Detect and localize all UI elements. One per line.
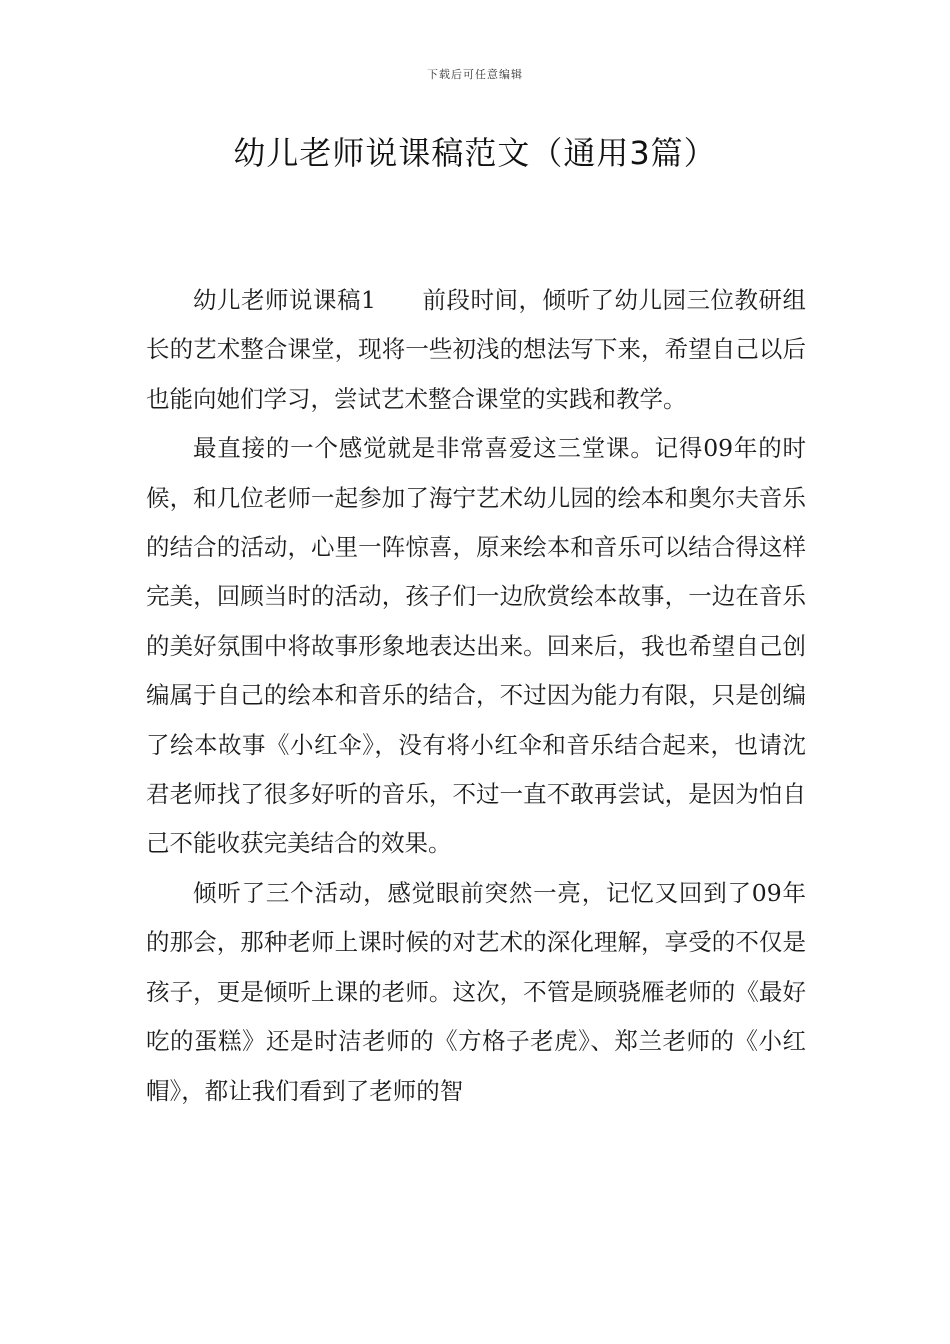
paragraph-text: 最直接的一个感觉就是非常喜爱这三堂课。记得09年的时候，和几位老师一起参加了海宁艺术幼儿园的绘本和奥尔夫音乐的结合的活动，心里一阵惊喜，原来绘本和音乐可以结合得这样完美，回顾当时的活动，孩子们一边欣赏绘本故事，一边在音乐的美好氛围中将故事形象地表达出来。回来后，我也希望自己创编属于自己的绘本和音乐的结合，不过因为能力有限，只是创编了绘本故事《小红伞》，没有将小红伞和音乐结合起来，也请沈君老师找了很多好听的音乐，不过一直不敢再尝试，是因为怕自己不能收获完美结合的效果。 <box>146 434 806 858</box>
paragraph-1 <box>146 276 806 424</box>
section-label: 幼儿老师说课稿1 <box>193 286 376 314</box>
paragraph-2 <box>146 424 806 869</box>
document-body <box>146 276 806 1116</box>
paragraph-3 <box>146 869 806 1116</box>
header-note: 下载后可任意编辑 <box>427 68 523 81</box>
document-title: 幼儿老师说课稿范文（通用3篇） <box>233 134 717 172</box>
paragraph-text: 倾听了三个活动，感觉眼前突然一亮，记忆又回到了09年的那会，那种老师上课时候的对艺术的深化理解，享受的不仅是孩子，更是倾听上课的老师。这次，不管是顾骁雁老师的《最好吃的蛋糕》还是时洁老师的《方格子老虎》、郑兰老师的《小红帽》，都让我们看到了老师的智 <box>146 878 806 1105</box>
paragraph-text: 前段时间，倾听了幼儿园三位教研组长的艺术整合课堂，现将一些初浅的想法写下来，希望自己以后也能向她们学习，尝试艺术整合课堂的实践和教学。 <box>146 286 807 413</box>
